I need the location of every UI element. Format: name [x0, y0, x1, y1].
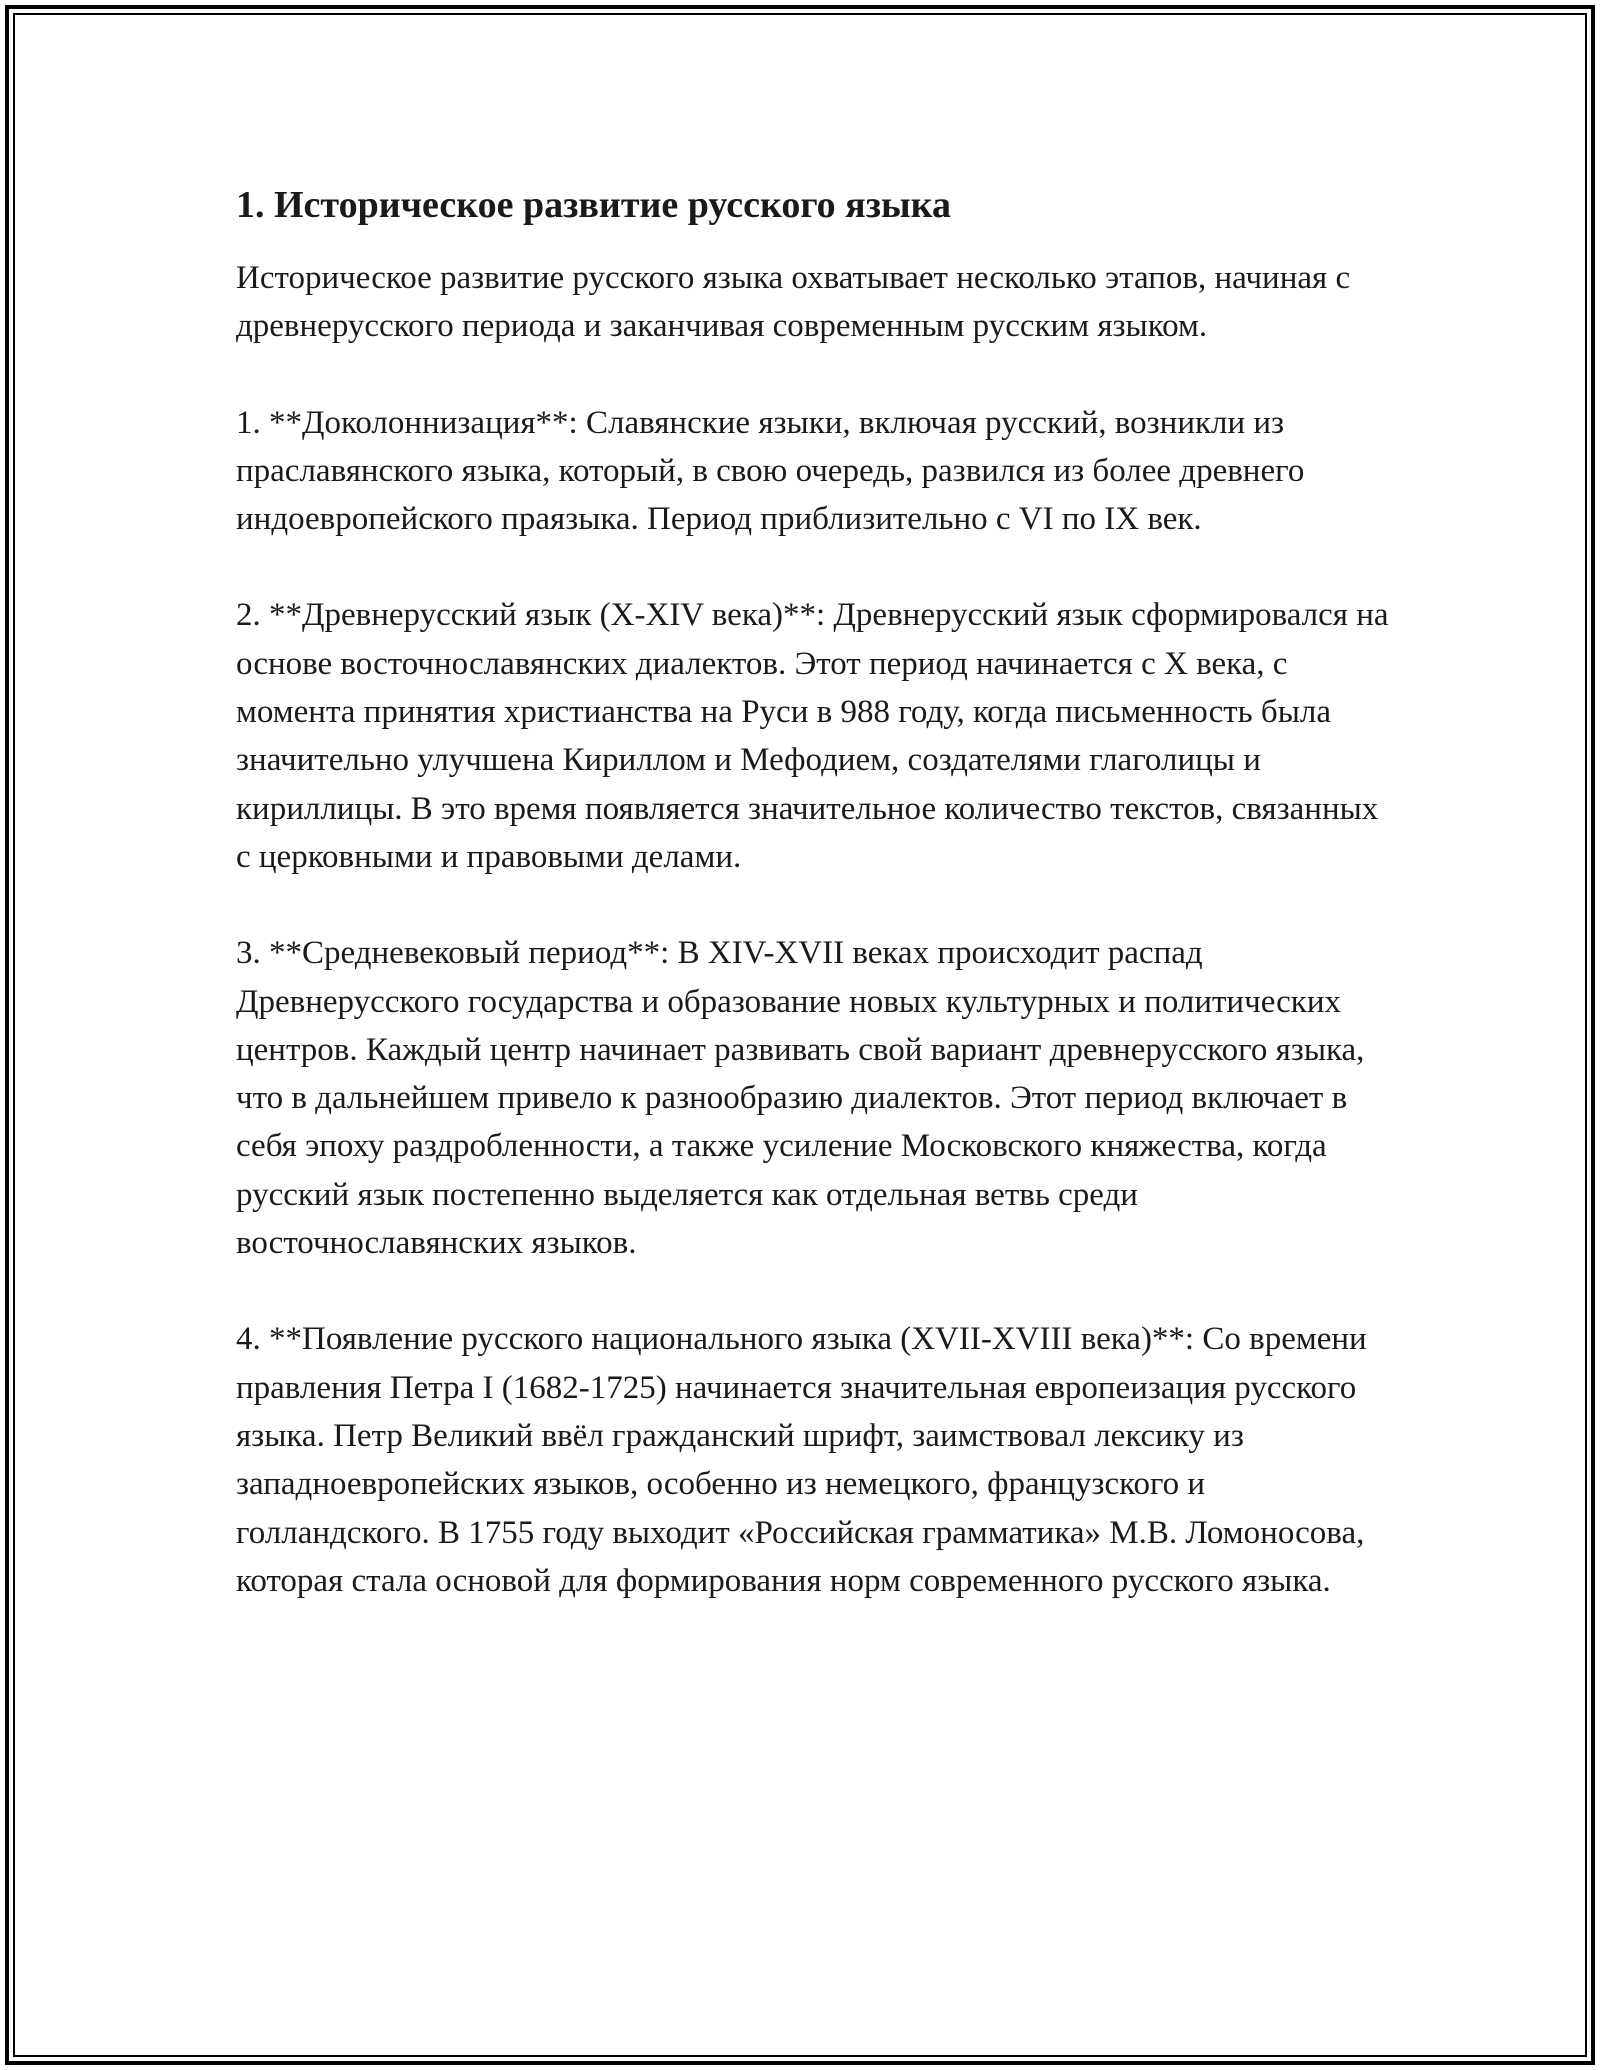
list-item-preliterate-period: 1. **Доколоннизация**: Славянские языки, включая русский, возникли из праславянского языка, который, в свою очередь, развился из более древнего индоевропейского праязыка. Период приблизительно с VI по IX век.: [236, 404, 1305, 538]
intro-paragraph: Историческое развитие русского языка охватывает несколько этапов, начиная с древнерусского периода и заканчивая современным русским языком.: [236, 260, 1351, 345]
list-item-medieval-period: 3. **Средневековый период**: В XIV-XVII веках происходит распад Древнерусского государства и образование новых культурных и политических центров. Каждый центр начинает развивать свой вариант древнерусского языка, что в дальнейшем привело к разнообразию диалектов. Этот период включает в себя эпоху раздробленности, а также усиление Московского княжества, когда русский язык постепенно выделяется как отдельная ветвь среди восточнославянских языков.: [236, 935, 1365, 1262]
list-item-old-russian-language: 2. **Древнерусский язык (X-XIV века)**: Древнерусский язык сформировался на основе восточнославянских диалектов. Этот период начинается с X века, с момента принятия христианства на Руси в 988 году, когда письменность была значительно улучшена Кириллом и Мефодием, создателями глаголицы и кириллицы. В это время появляется значительное количество текстов, связанных с церковными и правовыми делами.: [236, 597, 1389, 875]
list-item-national-language: 4. **Появление русского национального языка (XVII-XVIII века)**: Со времени правления Петра I (1682-1725) начинается значительная европеизация русского языка. Петр Великий ввёл гражданский шрифт, заимствовал лексику из западноевропейских языков, особенно из немецкого, французского и голландского. В 1755 году выходит «Российская грамматика» М.В. Ломоносова, которая стала основой для формирования норм современного русского языка.: [236, 1321, 1367, 1599]
section-title: 1. Историческое развитие русского языка: [236, 184, 951, 226]
document-body: [236, 180, 1396, 1653]
